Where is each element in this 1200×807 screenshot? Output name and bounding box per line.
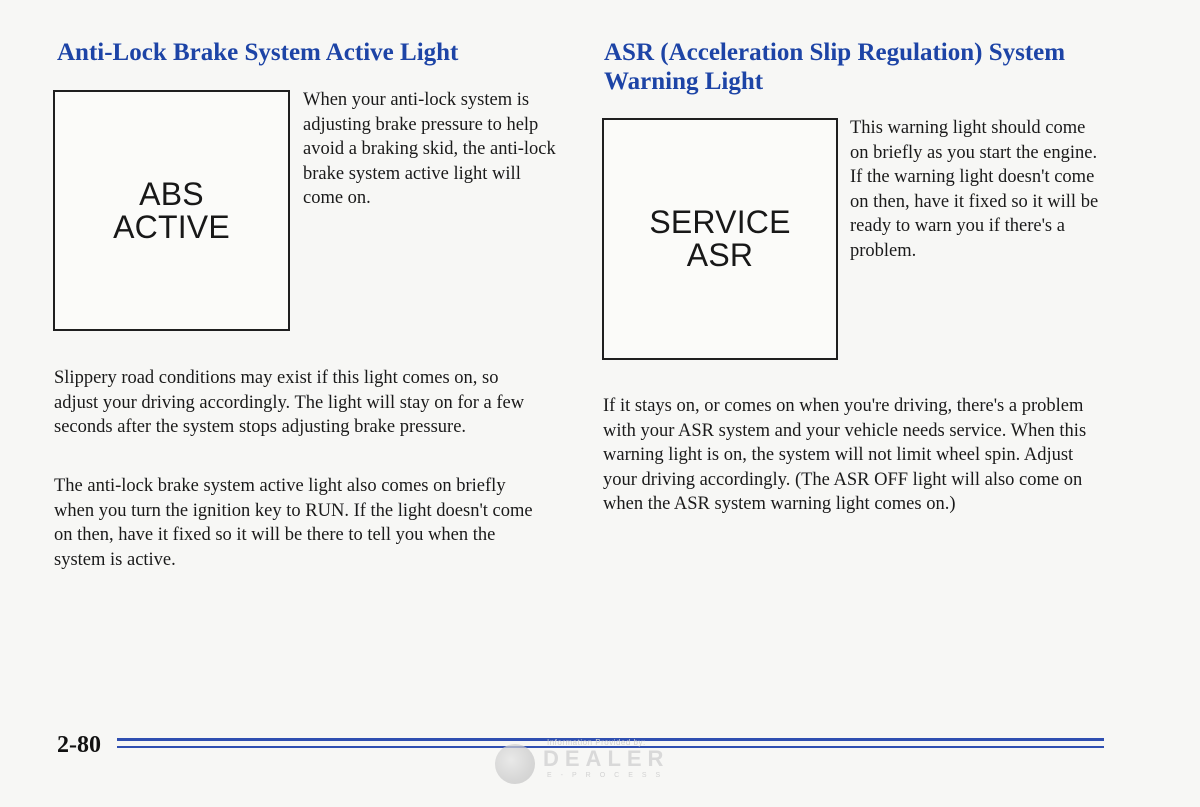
abs-paragraph-1: Slippery road conditions may exist if this light comes on, so adjust your driving accordingly. The light will stay on for a few seconds after the system stops adjusting brake pressure. (54, 368, 525, 437)
abs-paragraph-2: The anti-lock brake system active light also comes on briefly when you turn the ignition key to RUN. If the light doesn't come on then, have it fixed so it will be there to tell you when the system is active. (54, 476, 533, 570)
abs-side-text: When your anti-lock system is adjusting brake pressure to help avoid a braking skid, the anti-lock brake system active light will come on. (303, 90, 556, 208)
asr-lamp-line-2: ASR (686, 237, 754, 273)
globe-logo-icon (495, 744, 535, 784)
abs-lamp-line-2: ACTIVE (113, 208, 230, 245)
asr-paragraph-1: If it stays on, or comes on when you're driving, there's a problem with your ASR system and your vehicle needs service. When this warning light is on, the system will not limit wheel spin. Adjust your driving accordingly. (The ASR OFF light will also come on when the ASR system warning light comes on.) (603, 396, 1087, 514)
asr-lamp-line-1: SERVICE (649, 204, 791, 240)
abs-lamp-line-1: ABS (139, 175, 204, 212)
abs-heading: Anti-Lock Brake System Active Light (57, 39, 459, 66)
asr-heading: ASR (Acceleration Slip Regulation) System Warning Light (604, 39, 1066, 95)
service-asr-indicator (602, 118, 838, 360)
watermark-subtitle: E-PROCESS (547, 772, 670, 779)
asr-side-text: This warning light should come on briefly as you start the engine. If the warning light doesn't come on then, have it fixed so it will be ready to warn you if there's a problem. (850, 118, 1099, 261)
page-number: 2-80 (57, 732, 101, 758)
abs-active-indicator (53, 90, 290, 331)
watermark-caption: Information Provided by: (547, 738, 646, 747)
watermark-name: DEALER (543, 746, 670, 771)
dealer-watermark (495, 738, 715, 788)
